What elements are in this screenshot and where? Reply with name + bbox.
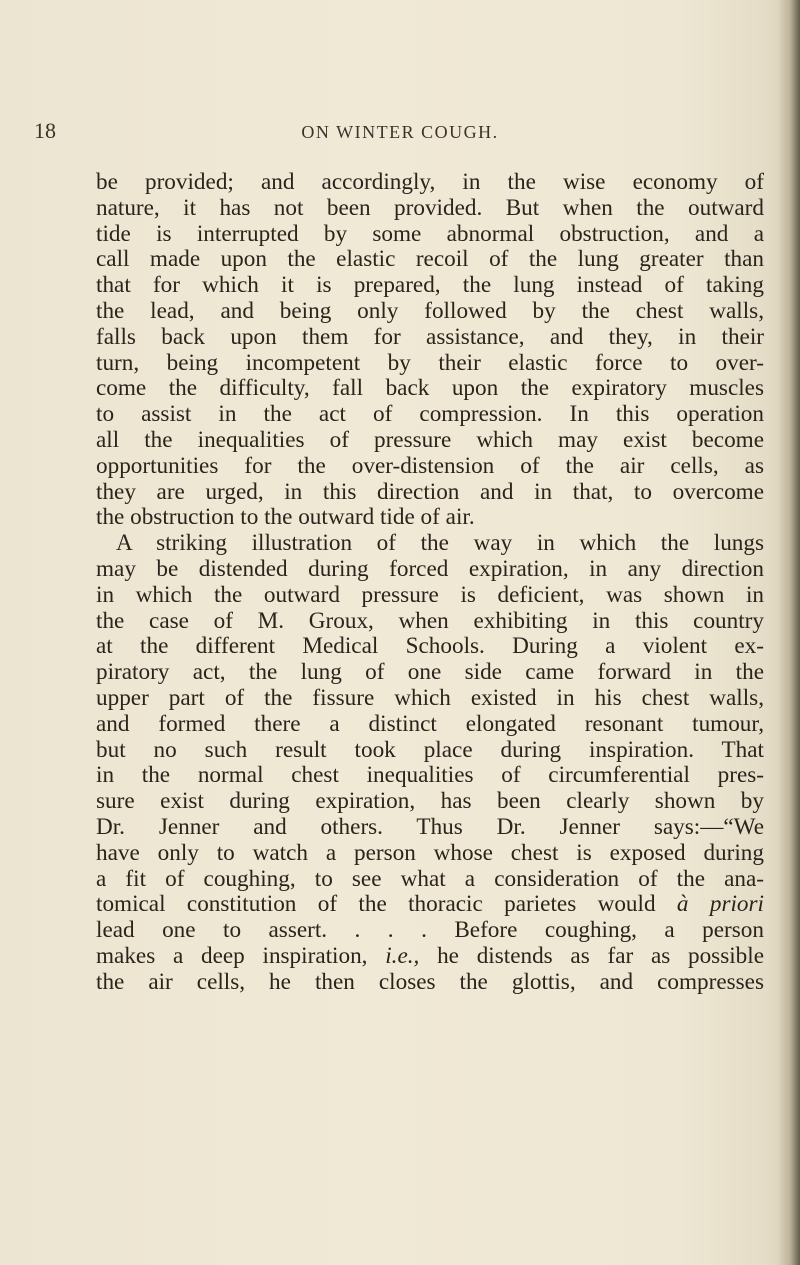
text-line-part: he distends as far as possible xyxy=(419,942,765,969)
text-line: that for which it is prepared, the lung instead of taking xyxy=(96,272,764,299)
text-line: but no such result took place during inspiration. That xyxy=(96,736,764,763)
text-line: piratory act, the lung of one side came forward in the xyxy=(96,659,764,686)
text-line: they are urged, in this direction and in that, to overcome xyxy=(96,478,764,505)
text-line: turn, being incompetent by their elastic force to over- xyxy=(96,349,764,376)
text-line: the lead, and being only followed by the chest walls, xyxy=(96,297,764,324)
text-line: Dr. Jenner and others. Thus Dr. Jenner says:—“We xyxy=(96,813,764,840)
running-head: ON WINTER COUGH. xyxy=(301,122,499,142)
text-line xyxy=(96,892,764,918)
text-line: sure exist during expiration, has been clearly shown by xyxy=(96,788,764,815)
text-line: have only to watch a person whose chest is exposed during xyxy=(96,839,764,866)
text-line: the obstruction to the outward tide of air. xyxy=(96,504,475,531)
text-line: to assist in the act of compression. In this operation xyxy=(96,401,764,428)
italic-text: à priori xyxy=(676,891,764,918)
text-line: A striking illustration of the way in which the lungs xyxy=(116,530,764,557)
text-line: nature, it has not been provided. But when the outward xyxy=(96,194,764,221)
text-line: tide is interrupted by some abnormal obstruction, and a xyxy=(96,220,764,247)
text-line-part: tomical constitution of the thoracic parietes would xyxy=(96,891,656,918)
text-line: opportunities for the over-distension of the air cells, as xyxy=(96,452,764,479)
text-line: the air cells, he then closes the glottis, and compresses xyxy=(96,968,764,995)
text-line xyxy=(96,944,764,970)
body-text xyxy=(96,170,764,996)
text-line: all the inequalities of pressure which may exist become xyxy=(96,426,764,453)
italic-text: i.e., xyxy=(385,942,420,969)
text-line: lead one to assert. . . . Before coughing, a person xyxy=(96,917,764,944)
text-line: come the difficulty, fall back upon the expiratory muscles xyxy=(96,375,764,402)
text-line-part: makes a deep inspiration, xyxy=(96,942,368,969)
text-line: upper part of the fissure which existed in his chest walls, xyxy=(96,684,764,711)
text-line: and formed there a distinct elongated resonant tumour, xyxy=(96,710,764,737)
text-line: call made upon the elastic recoil of the lung greater than xyxy=(96,246,764,273)
page-edge-shadow xyxy=(778,0,800,1265)
text-line: a fit of coughing, to see what a consideration of the ana- xyxy=(96,865,764,892)
text-line: in which the outward pressure is deficient, was shown in xyxy=(96,581,764,608)
text-line: may be distended during forced expiration, in any direction xyxy=(96,555,764,582)
text-line: in the normal chest inequalities of circumferential pres- xyxy=(96,762,764,789)
text-line: at the different Medical Schools. During a violent ex- xyxy=(96,633,764,660)
text-line: falls back upon them for assistance, and they, in their xyxy=(96,323,764,350)
text-line: the case of M. Groux, when exhibiting in this country xyxy=(96,607,764,634)
page-number: 18 xyxy=(34,118,56,143)
text-line: be provided; and accordingly, in the wise economy of xyxy=(96,169,764,195)
